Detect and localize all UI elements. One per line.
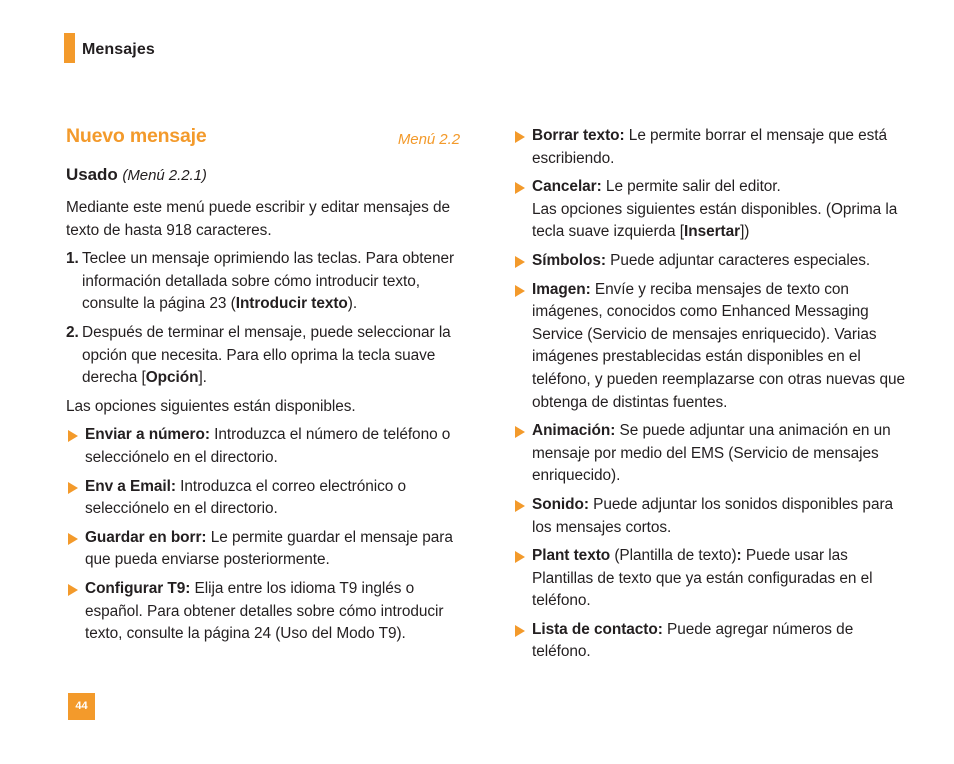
option-item	[513, 545, 913, 613]
option-text: Envíe y reciba mensajes de texto con imágenes, conocidos como Enhanced Messaging Service (Servicio de mensajes enriquecido). Varias imágenes prestablecidas están disponibles en el teléfono, y pueden reemplazarse con otras nuevas que obtenga de distintas fuentes.	[532, 280, 906, 411]
option-text: (Plantilla de texto)	[610, 547, 737, 565]
triangle-bullet-icon	[68, 430, 78, 442]
option-item	[66, 527, 464, 572]
right-column	[513, 125, 913, 670]
option-text: Puede agregar números de teléfono.	[532, 620, 854, 661]
option-term-colon: :	[736, 547, 742, 565]
option-term: Borrar texto:	[532, 127, 625, 144]
option-term: Plant texto	[532, 547, 611, 565]
section-title-row	[66, 125, 464, 151]
option-item	[513, 619, 913, 664]
option-term: Animación:	[532, 422, 616, 440]
option-text: Le permite salir del editor.	[601, 178, 781, 196]
options-intro: Las opciones siguientes están disponibles.	[66, 397, 356, 415]
option-text: Introduzca el correo electrónico o selecciónelo en el directorio.	[85, 477, 407, 518]
option-term: Env a Email:	[85, 477, 176, 495]
option-extra-text: Las opciones siguientes están disponibles. (Oprima la tecla suave izquierda [	[532, 200, 898, 241]
option-item	[66, 476, 464, 521]
triangle-bullet-icon	[68, 533, 78, 545]
step-bold: Introducir texto	[235, 295, 348, 313]
triangle-bullet-icon	[515, 131, 525, 143]
triangle-bullet-icon	[68, 584, 78, 596]
header-label: Mensajes	[82, 41, 155, 58]
triangle-bullet-icon	[515, 625, 525, 637]
option-item	[513, 420, 913, 488]
option-item	[513, 125, 913, 170]
option-text-cont: Puede usar las Plantillas de texto que ya están configuradas en el teléfono.	[532, 547, 873, 610]
option-term: Enviar a número:	[85, 426, 210, 444]
option-text: Puede adjuntar los sonidos disponibles para los mensajes cortos.	[532, 495, 894, 536]
left-column	[66, 125, 464, 652]
option-text: Le permite guardar el mensaje para que pueda enviarse posteriormente.	[85, 528, 453, 569]
option-item	[513, 176, 913, 244]
option-item	[513, 279, 913, 415]
option-term: Sonido:	[532, 495, 589, 513]
step-item	[66, 322, 464, 390]
subsection-title: Usado	[66, 165, 118, 184]
option-term: Guardar en borr:	[85, 528, 207, 546]
triangle-bullet-icon	[515, 500, 525, 512]
step-number: 1.	[66, 250, 79, 268]
triangle-bullet-icon	[515, 426, 525, 438]
option-extra-bold: Insertar	[684, 223, 741, 241]
subsection-heading	[66, 164, 464, 187]
step-text-end: ).	[347, 295, 358, 313]
step-text: Después de terminar el mensaje, puede seleccionar la opción que necesita. Para ello oprima la tecla suave derecha [	[82, 323, 451, 387]
section-title: Nuevo mensaje	[66, 125, 207, 147]
step-number: 2.	[66, 323, 79, 341]
option-item	[513, 250, 913, 273]
option-text: Le permite borrar el mensaje que está escribiendo.	[532, 127, 888, 167]
intro-paragraph: Mediante este menú puede escribir y editar mensajes de texto de hasta 918 caracteres.	[66, 199, 450, 239]
triangle-bullet-icon	[515, 256, 525, 268]
step-text: Teclee un mensaje oprimiendo las teclas. Para obtener información detallada sobre cómo introducir texto, consulte la página 23 (	[82, 250, 455, 313]
option-text: Se puede adjuntar una animación en un mensaje por medio del EMS (Servicio de mensajes enriquecido).	[532, 422, 891, 485]
triangle-bullet-icon	[515, 285, 525, 297]
page-number: 44	[68, 693, 95, 720]
section-menu-ref: Menú 2.2	[397, 131, 460, 148]
option-term: Imagen:	[532, 280, 591, 298]
option-item	[513, 494, 913, 539]
step-text-end: ].	[198, 369, 207, 387]
option-extra-end: ])	[740, 223, 750, 241]
option-term: Símbolos:	[532, 251, 606, 269]
option-item	[66, 424, 464, 469]
option-text: Introduzca el número de teléfono o selecciónelo en el directorio.	[85, 426, 451, 466]
option-term: Configurar T9:	[85, 579, 191, 597]
triangle-bullet-icon	[515, 551, 525, 563]
option-term: Lista de contacto:	[532, 620, 663, 638]
option-item	[66, 578, 464, 646]
step-bold: Opción	[145, 369, 199, 387]
triangle-bullet-icon	[515, 182, 525, 194]
option-text: Elija entre los idioma T9 inglés o español. Para obtener detalles sobre cómo introducir texto, consulte la página 24 (Uso del Modo T9).	[85, 579, 444, 643]
step-item	[66, 248, 464, 316]
triangle-bullet-icon	[68, 482, 78, 494]
header-accent-bar	[64, 33, 75, 63]
option-text: Puede adjuntar caracteres especiales.	[605, 251, 871, 269]
option-term: Cancelar:	[532, 178, 602, 196]
subsection-menu-ref: (Menú 2.2.1)	[122, 167, 207, 184]
